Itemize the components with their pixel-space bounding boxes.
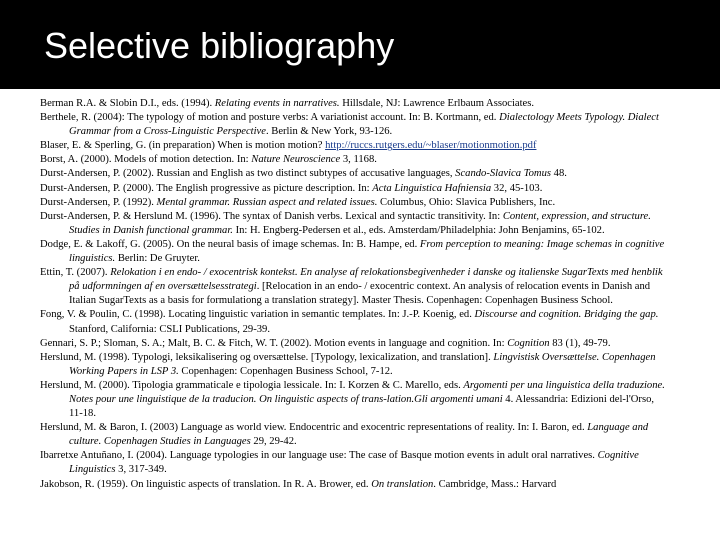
entry-text: Columbus, Ohio: Slavica Publishers, Inc. [377, 196, 556, 208]
bibliography-entry [40, 266, 670, 308]
entry-text: . Cambridge, Mass.: Harvard [433, 478, 557, 490]
entry-text: Blaser, E. & Sperling, G. (in preparation) When is motion motion? [40, 140, 326, 152]
bibliography-entry [40, 449, 670, 477]
entry-text: Berlin: De Gruyter. [115, 253, 200, 265]
bibliography-entry [40, 196, 670, 210]
entry-text: Fong, V. & Poulin, C. (1998). Locating linguistic variation in semantic templates. In: J.-P. Koenig, ed. [40, 309, 475, 321]
entry-title: Cognitive Linguistics [69, 450, 639, 476]
entry-title: Cognition [507, 337, 550, 349]
entry-text: Durst-Andersen, P. & Herslund M. (1996). The syntax of Danish verbs. Lexical and syntactic transitivity. In: [40, 210, 503, 222]
slide-title: Selective bibliography [44, 25, 395, 66]
entry-text: Stanford, California: CSLI Publications, 29-39. [69, 323, 270, 335]
entry-text: 32, 45-103. [491, 182, 543, 194]
entry-title: Scando-Slavica Tomus [455, 168, 551, 180]
entry-text: Dodge, E. & Lakoff, G. (2005). On the neural basis of image schemas. In: B. Hampe, ed. [40, 238, 420, 250]
entry-text: . [Relocation in an endo- / exocentric context. An analysis of relocation events in Danish and Italian SugarTexts as a basis for formulationg a translation strategy]. Master Thesis. Copenhagen: Copenhagen Business School. [69, 281, 651, 307]
bibliography-entry [40, 337, 670, 351]
entry-text: Gennari, S. P.; Sloman, S. A.; Malt, B. C. & Fitch, W. T. (2002). Motion events in language and cognition. In: [40, 337, 508, 349]
entry-text: Durst-Andersen, P. (2002). Russian and English as two distinct subtypes of accusative languages, [40, 168, 456, 180]
entry-text: 48. [551, 168, 567, 180]
bibliography-entry [40, 379, 670, 421]
entry-text: Herslund, M. (2000). Tipologia grammaticale e tipologia lessicale. In: I. Korzen & C. Marello, eds. [40, 379, 464, 391]
entry-title: Dialectology Meets Typology. Dialect Grammar from a Cross-Linguistic Perspective [69, 112, 659, 138]
entry-text: Berman R.A. & Slobin D.I., eds. (1994). [40, 98, 215, 109]
bibliography-entry [40, 97, 670, 111]
entry-text: 29, 29-42. [250, 436, 297, 448]
entry-text: Hillsdale, NJ: Lawrence Erlbaum Associates. [339, 98, 535, 109]
entry-title: Nature Neuroscience [251, 154, 341, 166]
entry-text: . Berlin & New York, 93-126. [265, 126, 393, 138]
entry-title: Mental grammar. Russian aspect and related issues. [156, 196, 378, 208]
bibliography-entry [40, 351, 670, 379]
entry-text: Jakobson, R. (1959). On linguistic aspects of translation. In R. A. Brower, ed. [40, 478, 372, 490]
bibliography-entry [40, 421, 670, 449]
entry-text: Borst, A. (2000). Models of motion detection. In: [40, 154, 252, 166]
entry-title: Discourse and cognition. Bridging the gap. [474, 309, 659, 321]
entry-text: In: H. Engberg-Pedersen et al., eds. Amsterdam/Philadelphia: John Benjamins, 65-102. [232, 224, 605, 236]
entry-title: Relokation i en endo- / exocentrisk kontekst. En analyse af relokationsbegivenheder i danske og italienske SugarTexts med henblik på udformningen af en oversættelsesstrategi [69, 267, 663, 293]
entry-title: Argomenti per una linguistica della traduzione. Notes pour une linguistique de la traducion. On linguistic aspects of trans-lation.Gli argomenti umani [69, 379, 665, 405]
bibliography-entry [40, 182, 670, 196]
entry-text: Ibarretxe Antuñano, I. (2004). Language typologies in our language use: The case of Basque motion events in adult oral narratives. [40, 450, 598, 462]
entry-text: 4. Alessandria: Edizioni del-l'Orso, 11-18. [69, 393, 655, 420]
entry-title: From perception to meaning: Image schemas in cognitive linguistics. [69, 238, 665, 265]
bibliography-entry [40, 139, 670, 153]
entry-text: Herslund, M. (1998). Typologi, leksikalisering og oversættelse. [Typology, lexicalization, and translation]. [40, 351, 494, 363]
entry-text: Herslund, M. & Baron, I. (2003) Language as world view. Endocentric and exocentric representations of reality. In: I. Baron, ed. [40, 422, 588, 434]
bibliography-entry [40, 238, 670, 266]
entry-title: Relating events in narratives. [214, 98, 340, 109]
entry-text: 83 (1), 49-79. [549, 337, 611, 349]
entry-title: On translation [371, 478, 434, 490]
bibliography-entry [40, 210, 670, 238]
entry-text: Durst-Andersen, P. (1992). [40, 196, 157, 208]
entry-link[interactable]: http://ruccs.rutgers.edu/~blaser/motionmotion.pdf [325, 140, 537, 152]
entry-text: Ettin, T. (2007). [40, 267, 111, 279]
bibliography-entry [40, 111, 670, 139]
entry-title: Acta Linguistica Hafniensia [372, 182, 492, 194]
entry-title: Content, expression, and structure. Studies in Danish functional grammar. [69, 210, 651, 236]
bibliography-entry [40, 478, 670, 492]
entry-title: Language and culture. Copenhagen Studies in Languages [69, 422, 649, 448]
title-bar [0, 0, 720, 89]
bibliography-entry [40, 167, 670, 181]
entry-title: Lingvistisk Oversættelse. Copenhagen Working Papers in LSP 3. [69, 351, 656, 377]
entry-text: Durst-Andersen, P. (2000). The English progressive as picture description. In: [40, 182, 373, 194]
entry-text: 3, 317-349. [115, 464, 167, 476]
entry-text: Berthele, R. (2004): The typology of motion and posture verbs: A variationist account. In: B. Kortmann, ed. [40, 112, 500, 124]
entry-text: Copenhagen: Copenhagen Business School, 7-12. [178, 365, 393, 377]
bibliography-entry [40, 153, 670, 167]
entry-text: 3, 1168. [340, 154, 377, 166]
bibliography-entry [40, 308, 670, 336]
bibliography-list [40, 97, 670, 492]
